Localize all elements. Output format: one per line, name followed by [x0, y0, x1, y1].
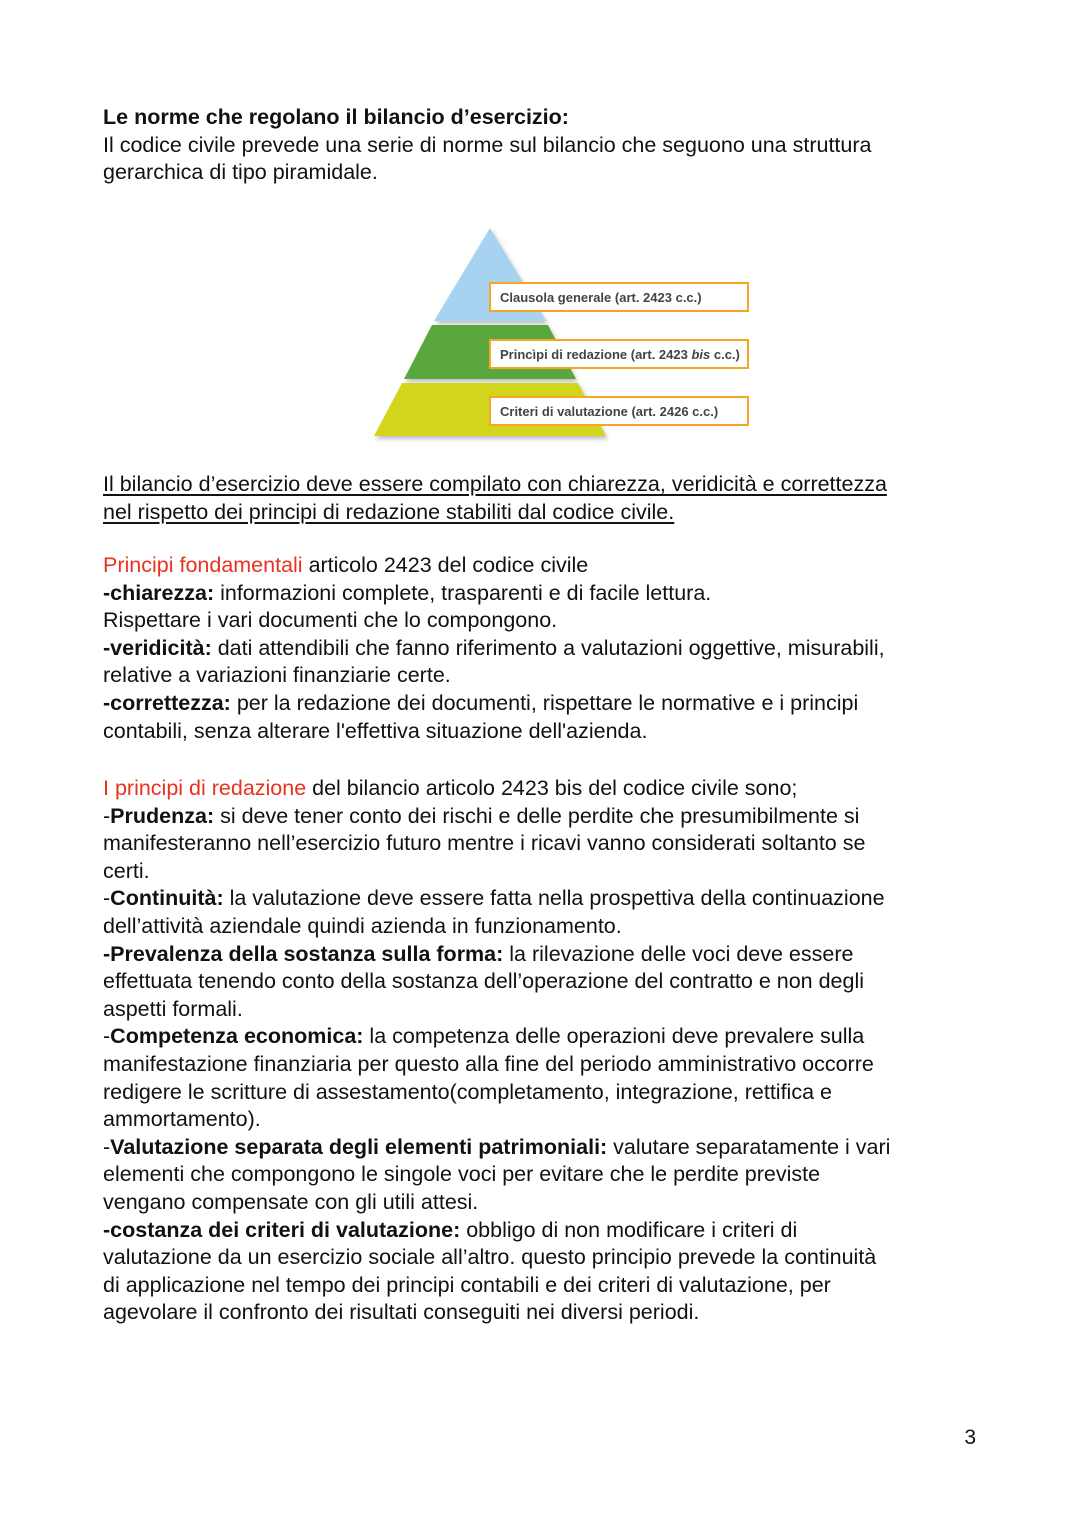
- redazione-section: [103, 775, 983, 1327]
- pyramid-label-box-bottom: [490, 397, 748, 425]
- principle-line: elementi che compongono le singole voci per evitare che le perdite previste: [103, 1162, 821, 1187]
- principle-line: vengano compensate con gli utili attesi.: [103, 1189, 479, 1214]
- principle-line: valutazione da un esercizio sociale all’altro. questo principio prevede la continuità: [103, 1245, 877, 1270]
- principle-line: redigere le scritture di assestamento(completamento, integrazione, rettifica e: [103, 1079, 832, 1104]
- pyramid-label-top: Clausola generale (art. 2423 c.c.): [500, 290, 702, 305]
- fundamental-item-line: contabili, senza alterare l'effettiva situazione dell'azienda.: [103, 718, 648, 743]
- statement-line: nel rispetto dei principi di redazione stabiliti dal codice civile.: [103, 499, 675, 524]
- fundamentals-section: [103, 552, 983, 745]
- principle-line: manifestazione finanziaria per questo alla fine del periodo amministrativo occorre: [103, 1051, 874, 1076]
- principle-line: effettuata tenendo conto della sostanza dell’operazione del contratto e non degli: [103, 969, 865, 994]
- page-number: 3: [964, 1426, 976, 1449]
- principle-prevalenza: -Prevalenza della sostanza sulla forma: la rilevazione delle voci deve essere: [103, 941, 854, 966]
- principle-line: agevolare il confronto dei risultati conseguiti nei diversi periodi.: [103, 1300, 700, 1325]
- principle-line: ammortamento).: [103, 1107, 261, 1132]
- section-heading: Le norme che regolano il bilancio d’esercizio:: [103, 105, 569, 129]
- principle-line: dell’attività aziendale quindi azienda in funzionamento.: [103, 913, 622, 938]
- fundamental-item-line: relative a variazioni finanziarie certe.: [103, 663, 451, 688]
- fundamentals-title: Principi fondamentali articolo 2423 del codice civile: [103, 553, 589, 577]
- statement-line: Il bilancio d’esercizio deve essere compilato con chiarezza, veridicità e correttezza: [103, 472, 887, 496]
- norms-pyramid-diagram: [370, 222, 760, 444]
- principle-line: aspetti formali.: [103, 996, 243, 1021]
- pyramid-label-middle: Princìpi di redazione (art. 2423 bis c.c.): [500, 347, 740, 362]
- fundamental-item-chiarezza: -chiarezza: informazioni complete, trasparenti e di facile lettura.: [103, 580, 712, 605]
- intro-line: gerarchica di tipo piramidale.: [103, 160, 378, 185]
- fundamental-item-veridicita: -veridicità: dati attendibili che fanno riferimento a valutazioni oggettive, misurabili,: [103, 635, 885, 660]
- pyramid-label-bottom: Criteri di valutazione (art. 2426 c.c.): [500, 404, 719, 419]
- redazione-title: I principi di redazione del bilancio articolo 2423 bis del codice civile sono;: [103, 776, 798, 800]
- principle-continuita: -Continuità: la valutazione deve essere fatta nella prospettiva della continuazione: [103, 886, 885, 911]
- principle-line: certi.: [103, 858, 150, 883]
- principle-line: di applicazione nel tempo dei principi contabili e dei criteri di valutazione, per: [103, 1272, 831, 1297]
- section-intro: [103, 104, 983, 187]
- pyramid-label-box-top: [490, 283, 748, 311]
- fundamental-item-correttezza: -correttezza: per la redazione dei documenti, rispettare le normative e i principi: [103, 690, 859, 715]
- principle-costanza: -costanza dei criteri di valutazione: obbligo di non modificare i criteri di: [103, 1217, 798, 1242]
- principle-competenza: -Competenza economica: la competenza delle operazioni deve prevalere sulla: [103, 1024, 865, 1049]
- fundamental-item-line: Rispettare i vari documenti che lo compongono.: [103, 608, 558, 633]
- principle-line: manifesteranno nell’esercizio futuro mentre i ricavi vanno considerati soltanto se: [103, 831, 866, 856]
- statement-paragraph: [103, 471, 983, 526]
- pyramid-label-box-middle: [490, 340, 748, 368]
- principle-prudenza: -Prudenza: si deve tener conto dei rischi e delle perdite che presumibilmente si: [103, 803, 860, 828]
- intro-line: Il codice civile prevede una serie di norme sul bilancio che seguono una struttura: [103, 132, 872, 157]
- principle-valutazione-separata: -Valutazione separata degli elementi patrimoniali: valutare separatamente i vari: [103, 1134, 891, 1159]
